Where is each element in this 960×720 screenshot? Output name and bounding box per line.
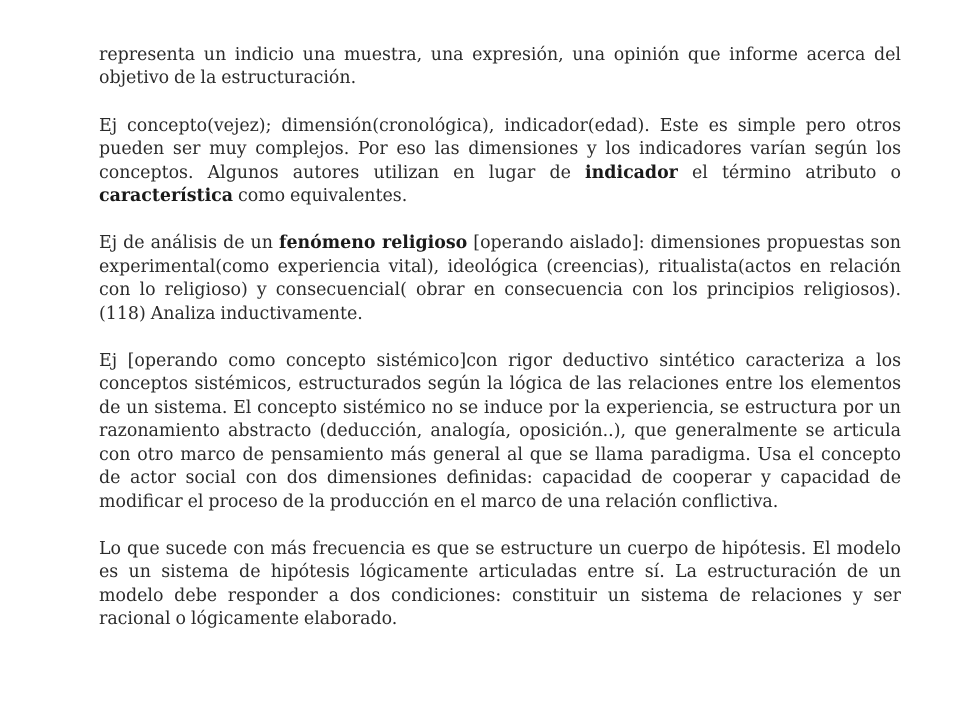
paragraph-4-text: Ej [operando como concepto sistémico]con rigor deductivo sintético caracteriza a los conceptos sistémicos, estructurados según la lógica de las relaciones entre los elementos de un sistema. El concepto sistémico no se induce por la experiencia, se estructura por un razonamiento abstracto (deducción, analogía, oposición..), que generalmente se articula con otro marco de pensamiento más general al que se llama paradigma. Usa el concepto de actor social con dos dimensiones definidas: capacidad de cooperar y capacidad de modificar el proceso de la producción en el marco de una relación conflictiva. [99,351,901,512]
paragraph-2 [99,115,901,209]
term-indicador: indicador [585,162,678,183]
paragraph-3 [99,232,901,326]
paragraph-1 [99,44,901,91]
paragraph-4 [99,350,901,514]
term-fenomeno-religioso: fenómeno religioso [278,233,468,254]
paragraph-2-text-a: Ej concepto(vejez); dimensión(cronológica), indicador(edad). Este es simple pero otros pueden ser muy complejos. Por eso las dimensiones y los indicadores varían según los conceptos. Algunos autores utilizan en lugar de [99,115,901,183]
paragraph-2-text-b: el término atributo o [677,162,901,183]
paragraph-5-text: Lo que sucede con más frecuencia es que se estructure un cuerpo de hipótesis. El modelo es un sistema de hipótesis lógicamente articuladas entre sí. La estructuración de un modelo debe responder a dos condiciones: constituir un sistema de relaciones y ser racional o lógicamente elaborado. [99,538,901,630]
term-caracteristica: característica [99,186,234,207]
paragraph-1-text: representa un indicio una muestra, una expresión, una opinión que informe acerca del objetivo de la estructuración. [99,45,901,89]
paragraph-2-text-c: como equivalentes. [233,186,408,207]
paragraph-3-text-a: Ej de análisis de un [99,233,279,254]
paragraph-3-text-b: [operando aislado]: dimensiones propuestas son experimental(como experiencia vital), ideológica (creencias), ritualista(actos en relación con lo religioso) y consecuencial( obrar en consecuencia con los principios religiosos).(118) Analiza inductivamente. [99,233,902,324]
paragraph-5 [99,538,901,632]
document-page [99,44,901,656]
